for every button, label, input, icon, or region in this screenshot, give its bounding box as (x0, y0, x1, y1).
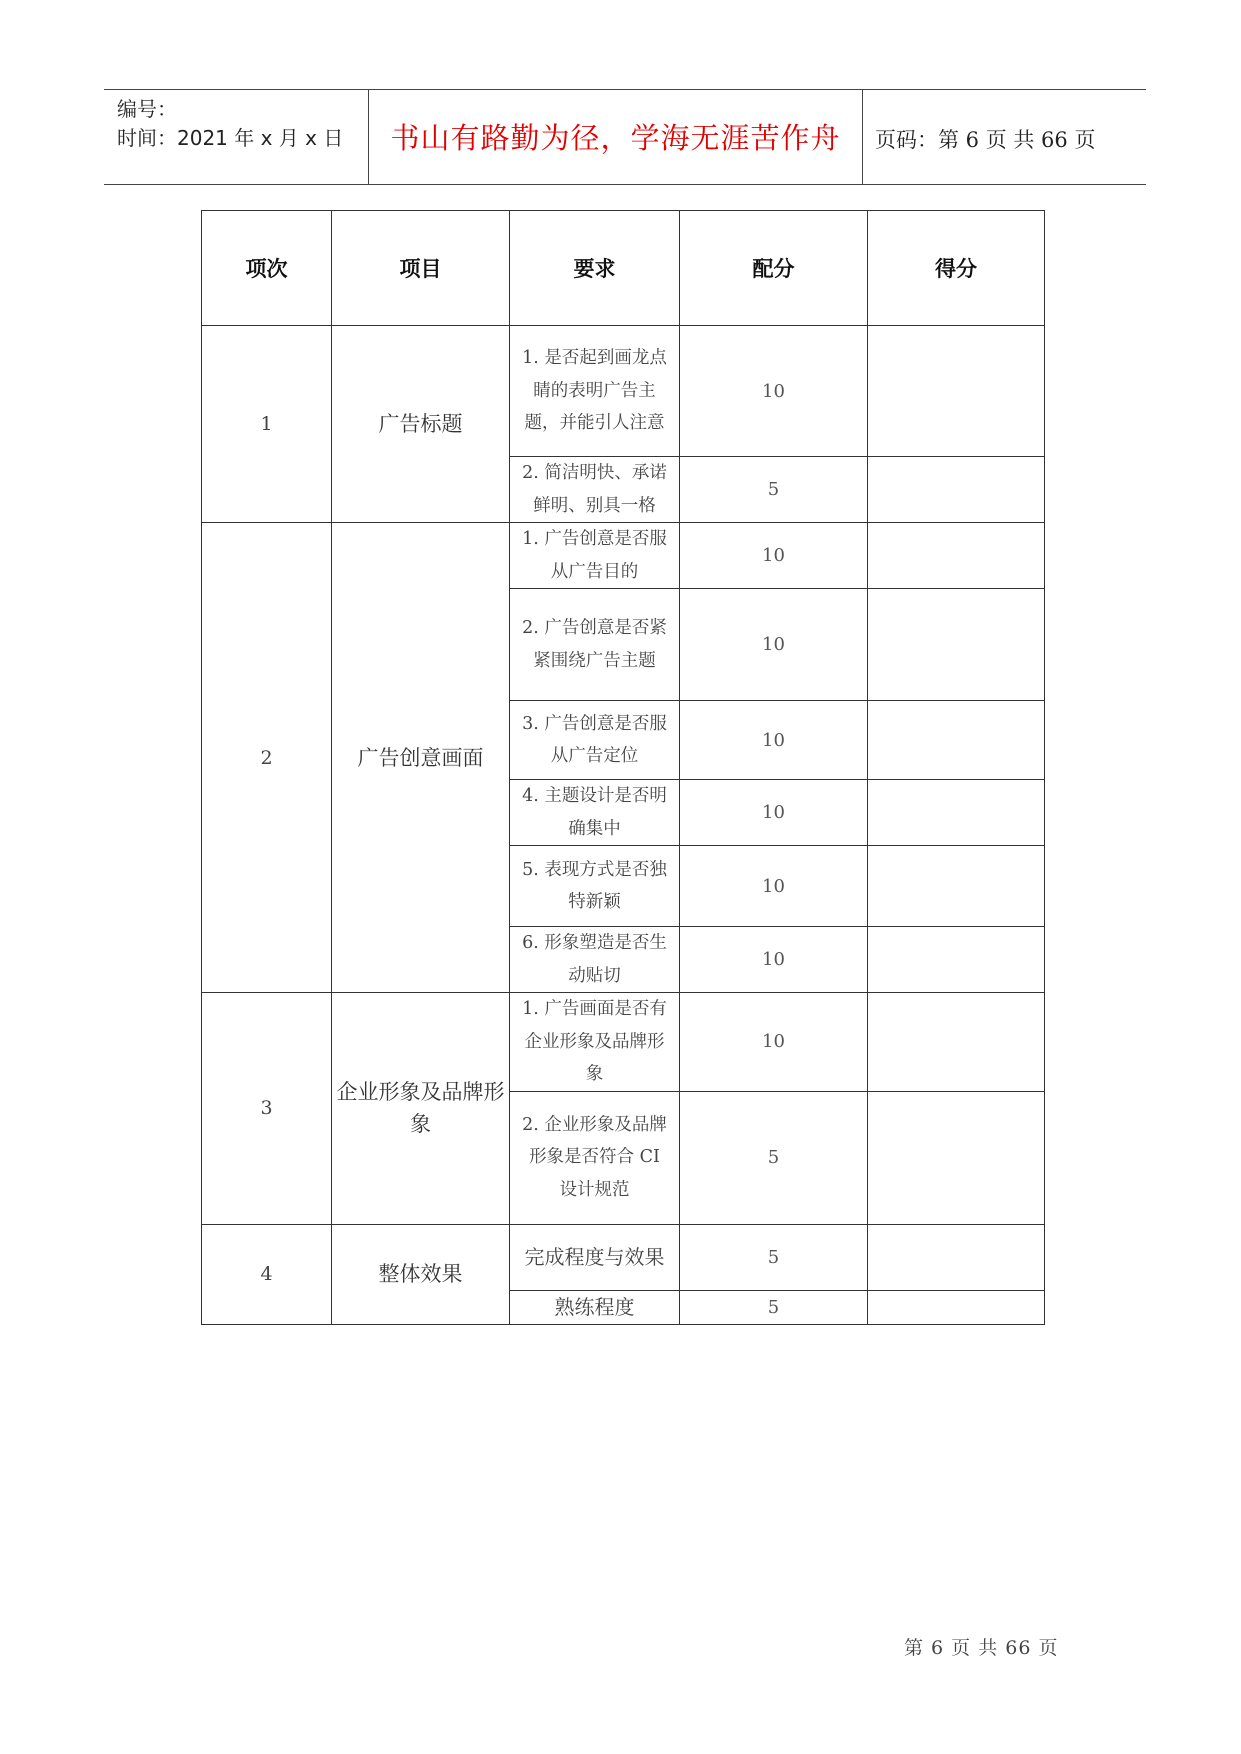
row-score-cell[interactable] (868, 701, 1045, 780)
row-index: 2 (202, 523, 332, 993)
row-requirement: 5. 表现方式是否独特新颖 (510, 846, 680, 927)
header-page-code: 页码：第 6 页 共 66 页 (875, 128, 1096, 152)
row-item: 企业形象及品牌形象 (332, 993, 510, 1225)
table-row (202, 1224, 1045, 1290)
row-requirement: 6. 形象塑造是否生动贴切 (510, 927, 680, 993)
row-points: 5 (680, 1091, 868, 1224)
document-time-label: 时间：2021 年 x 月 x 日 (117, 126, 344, 150)
row-score-cell[interactable] (868, 780, 1045, 846)
column-header-item: 项目 (332, 211, 510, 326)
row-requirement: 1. 广告创意是否服从广告目的 (510, 523, 680, 589)
document-number-label: 编号： (117, 97, 177, 121)
row-points: 10 (680, 780, 868, 846)
header-page-cell (863, 90, 1146, 184)
row-requirement: 熟练程度 (510, 1290, 680, 1324)
row-requirement: 2. 企业形象及品牌形象是否符合 CI 设计规范 (510, 1091, 680, 1224)
column-header-points: 配分 (680, 211, 868, 326)
row-score-cell[interactable] (868, 846, 1045, 927)
row-requirement: 4. 主题设计是否明确集中 (510, 780, 680, 846)
header-motto: 书山有路勤为径，学海无涯苦作舟 (390, 121, 841, 155)
row-score-cell[interactable] (868, 927, 1045, 993)
column-header-requirement: 要求 (510, 211, 680, 326)
row-points: 5 (680, 1224, 868, 1290)
row-index: 4 (202, 1224, 332, 1324)
row-score-cell[interactable] (868, 326, 1045, 457)
row-points: 10 (680, 589, 868, 701)
header-motto-cell (369, 90, 863, 184)
row-score-cell[interactable] (868, 993, 1045, 1092)
row-points: 10 (680, 993, 868, 1092)
row-index: 1 (202, 326, 332, 523)
row-item: 广告标题 (332, 326, 510, 523)
row-score-cell[interactable] (868, 1290, 1045, 1324)
table-row (202, 993, 1045, 1092)
table-row (202, 326, 1045, 457)
row-points: 5 (680, 457, 868, 523)
row-score-cell[interactable] (868, 589, 1045, 701)
row-points: 10 (680, 326, 868, 457)
column-header-index: 项次 (202, 211, 332, 326)
row-points: 10 (680, 846, 868, 927)
row-index: 3 (202, 993, 332, 1225)
header-info-cell (104, 90, 369, 184)
page-footer: 第 6 页 共 66 页 (904, 1637, 1059, 1659)
row-requirement: 1. 是否起到画龙点睛的表明广告主题，并能引人注意 (510, 326, 680, 457)
scoring-table (201, 210, 1045, 1325)
row-points: 10 (680, 701, 868, 780)
row-requirement: 1. 广告画面是否有企业形象及品牌形象 (510, 993, 680, 1092)
document-header (104, 89, 1146, 185)
row-score-cell[interactable] (868, 457, 1045, 523)
row-points: 10 (680, 927, 868, 993)
row-score-cell[interactable] (868, 523, 1045, 589)
row-requirement: 3. 广告创意是否服从广告定位 (510, 701, 680, 780)
row-score-cell[interactable] (868, 1091, 1045, 1224)
column-header-score: 得分 (868, 211, 1045, 326)
row-points: 5 (680, 1290, 868, 1324)
row-requirement: 2. 简洁明快、承诺鲜明、别具一格 (510, 457, 680, 523)
row-points: 10 (680, 523, 868, 589)
table-row (202, 523, 1045, 589)
row-requirement: 2. 广告创意是否紧紧围绕广告主题 (510, 589, 680, 701)
row-item: 广告创意画面 (332, 523, 510, 993)
table-header-row (202, 211, 1045, 326)
row-score-cell[interactable] (868, 1224, 1045, 1290)
row-requirement: 完成程度与效果 (510, 1224, 680, 1290)
row-item: 整体效果 (332, 1224, 510, 1324)
